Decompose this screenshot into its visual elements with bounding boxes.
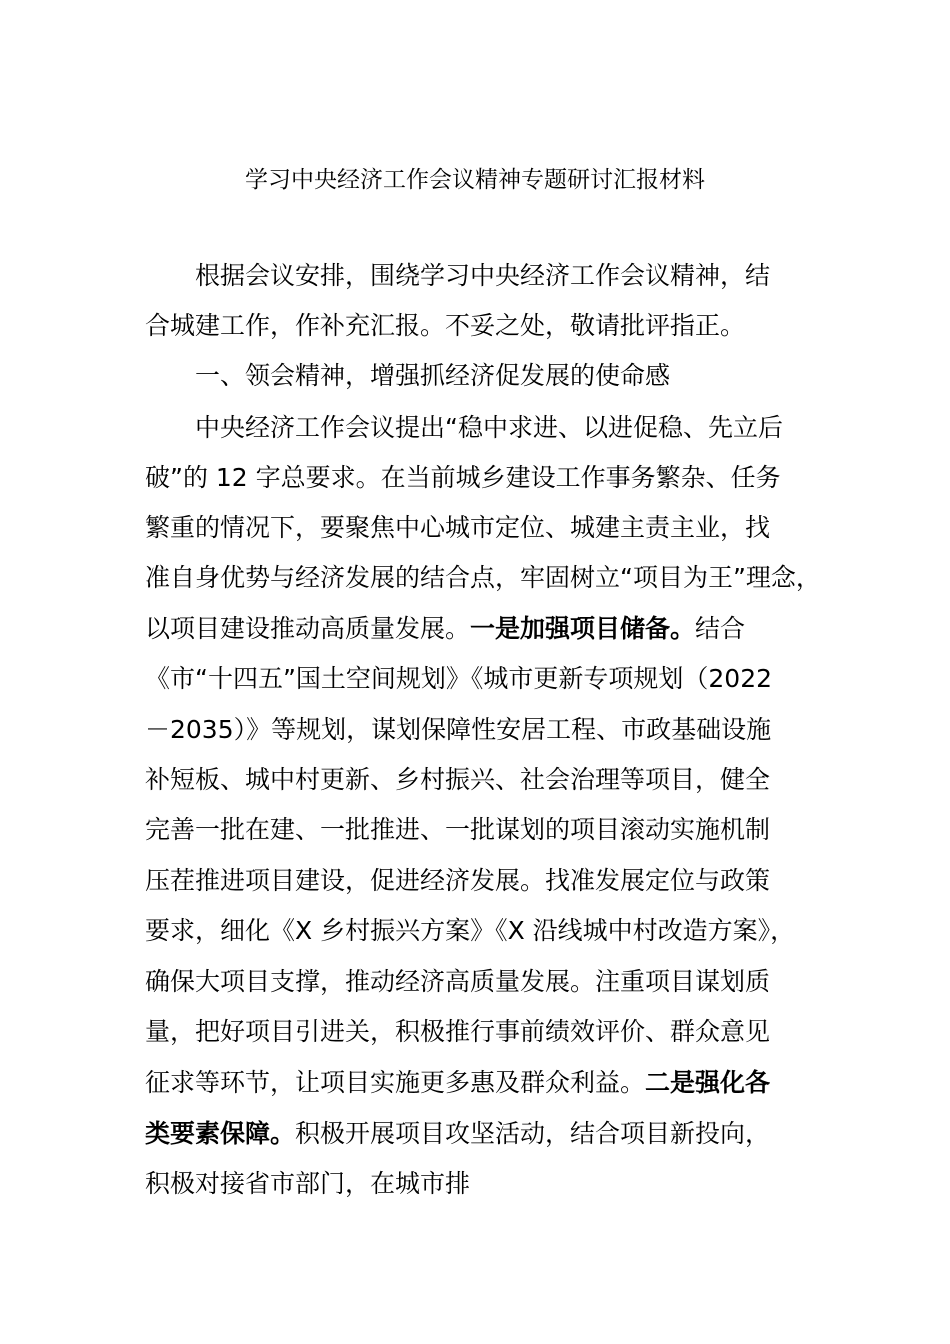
paragraph-line	[145, 308, 745, 344]
line-text: 要求，细化《X 乡村振兴方案》《X 沿线城中村改造方案》，	[145, 916, 796, 945]
paragraph-line	[145, 812, 770, 848]
bold-heading-text: 类要素保障。	[145, 1119, 296, 1148]
paragraph-line	[145, 510, 770, 546]
paragraph-line	[145, 611, 745, 647]
line-text: 中央经济工作会议提出“稳中求进、以进促稳、先立后	[195, 413, 783, 442]
line-text: 补短板、城中村更新、乡村振兴、社会治理等项目，健全	[145, 765, 771, 794]
paragraph-line	[195, 410, 783, 446]
paragraph-line	[145, 661, 772, 697]
bold-heading-text: 二是强化各	[645, 1068, 771, 1097]
line-text: 确保大项目支撑，推动经济高质量发展。注重项目谋划质	[145, 967, 771, 996]
paragraph-line	[145, 712, 771, 748]
paragraph-line	[145, 964, 770, 1000]
paragraph-line	[145, 560, 821, 596]
paragraph-line	[145, 762, 770, 798]
line-text: 合城建工作，作补充汇报。不妥之处，敬请批评指正。	[145, 311, 746, 340]
paragraph-line	[195, 358, 670, 394]
paragraph-line	[145, 863, 770, 899]
line-text: 压茬推进项目建设，促进经济发展。找准发展定位与政策	[145, 866, 771, 895]
line-text: 积极开展项目攻坚活动，结合项目新投向，	[295, 1119, 771, 1148]
line-text: 破”的 12 字总要求。在当前城乡建设工作事务繁杂、任务	[145, 463, 781, 492]
paragraph-line	[145, 460, 781, 496]
paragraph-line	[145, 1166, 470, 1202]
paragraph-line	[145, 1065, 770, 1101]
line-text: 量，把好项目引进关，积极推行事前绩效评价、群众意见	[145, 1017, 771, 1046]
paragraph-line	[145, 1014, 770, 1050]
line-text: 征求等环节，让项目实施更多惠及群众利益。	[145, 1068, 646, 1097]
line-text: 准自身优势与经济发展的结合点，牢固树立“项目为王”理念，	[145, 563, 821, 592]
line-text: －2035）》等规划，谋划保障性安居工程、市政基础设施	[145, 715, 772, 744]
paragraph-line	[145, 913, 795, 949]
line-text: 结合	[695, 614, 746, 643]
line-text: 《市“十四五”国土空间规划》《城市更新专项规划（2022	[145, 664, 773, 693]
bold-heading-text: 一是加强项目储备。	[470, 614, 696, 643]
line-text: 以项目建设推动高质量发展。	[145, 614, 471, 643]
line-text: 完善一批在建、一批推进、一批谋划的项目滚动实施机制	[145, 815, 771, 844]
document-title: 学习中央经济工作会议精神专题研讨汇报材料	[245, 167, 705, 193]
paragraph-line	[195, 258, 770, 294]
line-text: 繁重的情况下，要聚焦中心城市定位、城建主责主业，找	[145, 513, 771, 542]
paragraph-line	[145, 1116, 770, 1152]
line-text: 一、领会精神，增强抓经济促发展的使命感	[195, 361, 671, 390]
line-text: 积极对接省市部门，在城市排	[145, 1169, 471, 1198]
line-text: 根据会议安排，围绕学习中央经济工作会议精神，结	[195, 261, 771, 290]
